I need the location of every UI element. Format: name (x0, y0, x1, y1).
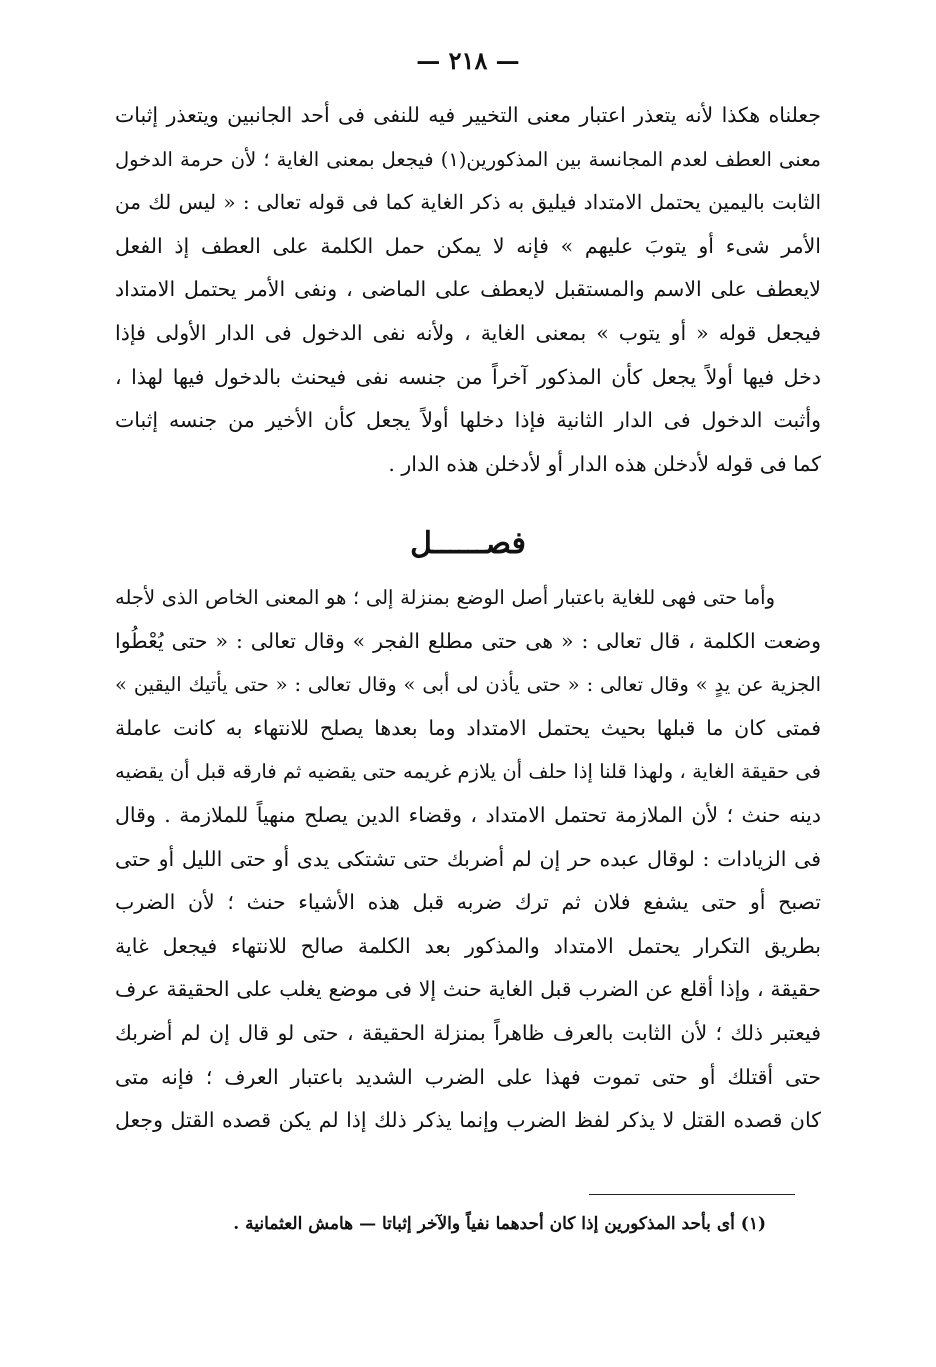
paragraph-1 (115, 94, 821, 486)
text-line: وضعت الكلمة ، قال تعالى : « هى حتى مطلع الفجر » وقال تعالى : « حتى يُعْطُوا (115, 628, 821, 653)
text-line: حتى أقتلك أو حتى تموت فهذا على الضرب الشديد باعتبار العرف ؛ فإنه متى (115, 1064, 821, 1089)
text-line: بطريق التكرار يحتمل الامتداد والمذكور بعد الكلمة صالح للانتهاء فيجعل غاية (115, 933, 821, 958)
text-line: كما فى قوله لأدخلن هذه الدار أو لأدخلن هذه الدار . (388, 451, 821, 476)
text-line: لايعطف على الاسم والمستقبل لايعطف على الماضى ، ونفى الأمر يحتمل الامتداد (115, 277, 821, 302)
text-line: كان قصده القتل لا يذكر لفظ الضرب وإنما يذكر ذلك إذا لم يكن قصده القتل وجعل (115, 1108, 821, 1133)
text-line: فيعتبر ذلك ؛ لأن الثابت بالعرف ظاهراً بمنزلة الحقيقة ، حتى لو قال إن لم أضربك (115, 1020, 821, 1045)
footnote: (١) أى بأحد المذكورين إذا كان أحدهما نفياً والآخر إثباتا — هامش العثمانية . (233, 1214, 766, 1234)
text-line: الثابت باليمين يحتمل الامتداد فيليق به ذكر الغاية كما فى قوله تعالى : « ليس لك من (115, 190, 821, 215)
text-line: فى الزيادات : لوقال عبده حر إن لم أضربك حتى تشتكى يدى أو حتى الليل أو حتى (115, 846, 821, 871)
text-line: حقيقة ، وإذا أقلع عن الضرب قبل الغاية حنث إلا فى موضع يغلب على الحقيقة عرف (115, 977, 821, 1002)
footnote-divider (589, 1194, 795, 1195)
text-line: فى حقيقة الغاية ، ولهذا قلنا إذا حلف أن يلازم غريمه حتى يقضيه ثم فارقه قبل أن يقضيه (115, 760, 821, 784)
page-number: — ٢١٨ — (416, 46, 520, 75)
text-line: دخل فيها أولاً يجعل كأن المذكور آخراً من جنسه نفى فيحنث بالدخول فيها لهذا ، (115, 364, 821, 389)
text-line: معنى العطف لعدم المجانسة بين المذكورين(١) فيجعل بمعنى الغاية ؛ لأن حرمة الدخول (115, 147, 821, 171)
text-line: جعلناه هكذا لأنه يتعذر اعتبار معنى التخيير فيه للنفى فى أحد الجانبين ويتعذر إثبات (115, 103, 821, 127)
text-line: تصبح أو حتى يشفع فلان ثم ترك ضربه قبل هذه الأشياء حنث ؛ لأن الضرب (115, 890, 821, 915)
text-line: دينه حنث ؛ لأن الملازمة تحتمل الامتداد ، وقضاء الدين يصلح منهياً للملازمة . وقال (115, 802, 821, 827)
text-line: الأمر شىء أو يتوبَ عليهم » فإنه لا يمكن حمل الكلمة على العطف إذ الفعل (115, 233, 821, 258)
text-line: وأما حتى فهى للغاية باعتبار أصل الوضع بمنزلة إلى ؛ هو المعنى الخاص الذى لأجله (115, 586, 775, 609)
paragraph-2 (115, 576, 821, 1143)
text-line: وأثبت الدخول فى الدار الثانية فإذا دخلها أولاً يجعل كأن الأخير من جنسه إثبات (115, 408, 821, 433)
section-heading: فصــــــل (410, 526, 526, 561)
text-line: الجزية عن يدٍ » وقال تعالى : « حتى يأذن لى أبى » وقال تعالى : « حتى يأتيك اليقين » (115, 673, 821, 697)
text-line: فمتى كان ما قبلها بحيث يحتمل الامتداد وما بعدها يصلح للانتهاء به كانت عاملة (115, 715, 821, 740)
text-line: فيجعل قوله « أو يتوب » بمعنى الغاية ، ولأنه نفى الدخول فى الدار الأولى فإذا (115, 320, 821, 345)
